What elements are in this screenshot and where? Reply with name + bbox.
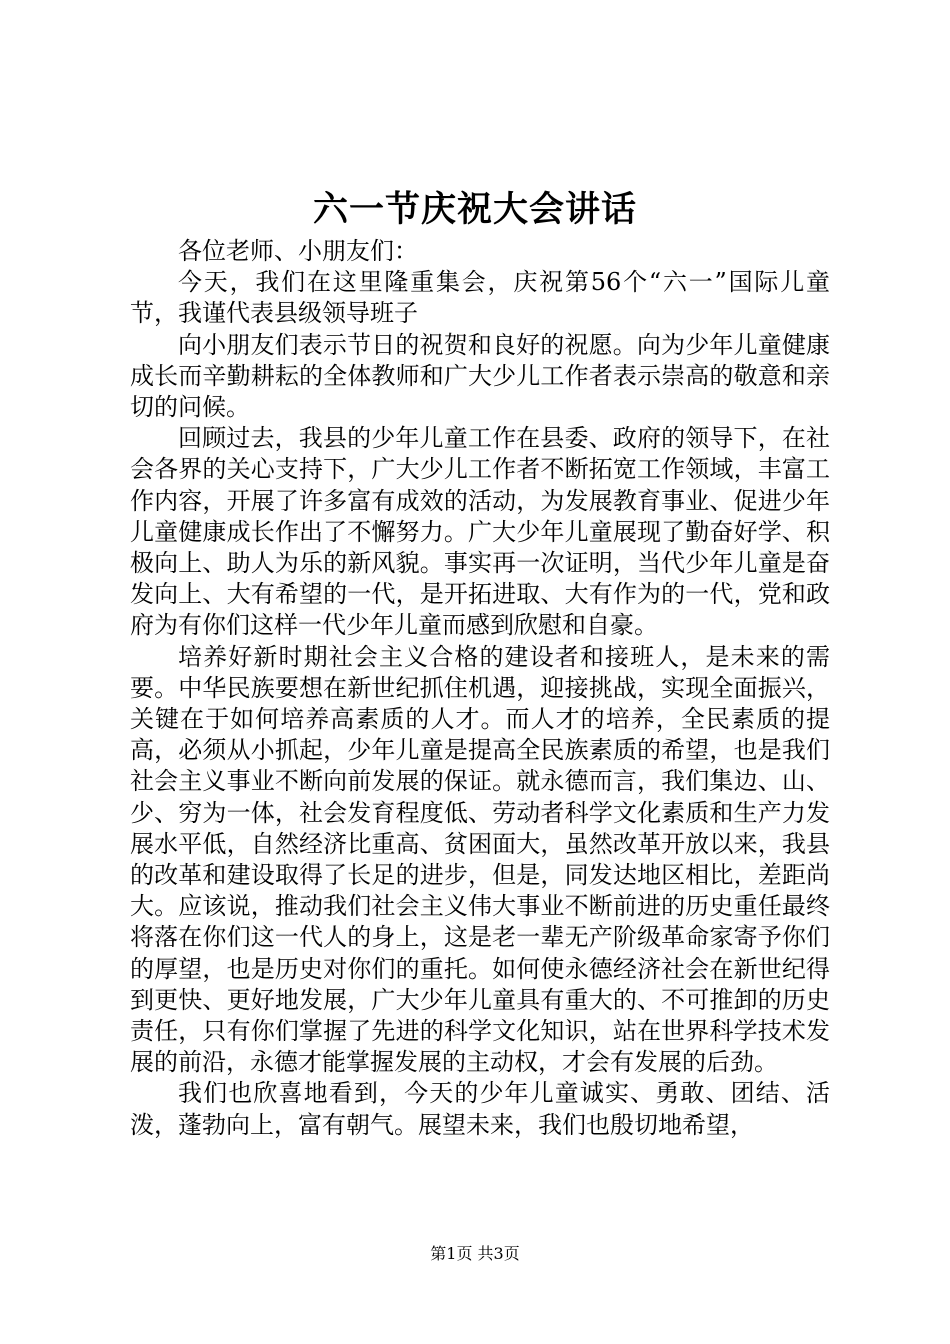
paragraph-review: 回顾过去，我县的少年儿童工作在县委、政府的领导下，在社会各界的关心支持下，广大少儿工作者不断拓宽工作领域，丰富工作内容，开展了许多富有成效的活动，为发展教育事业、促进少年儿童健康成长作出了不懈努力。广大少年儿童展现了勤奋好学、积极向上、助人为乐的新风貌。事实再一次证明，当代少年儿童是奋发向上、大有希望的一代，是开拓进取、大有作为的一代，党和政府为有你们这样一代少年儿童而感到欣慰和自豪。 xyxy=(130,424,830,640)
document-title: 六一节庆祝大会讲话 xyxy=(312,189,637,230)
paragraph-hopes: 我们也欣喜地看到，今天的少年儿童诚实、勇敢、团结、活泼，蓬勃向上，富有朝气。展望未来，我们也殷切地希望， xyxy=(130,1079,830,1139)
page-footer: 第1页 共3页 xyxy=(430,1244,520,1263)
document-body xyxy=(130,236,830,1141)
paragraph-salutation: 各位老师、小朋友们： xyxy=(178,237,418,265)
paragraph-opening: 今天，我们在这里隆重集会，庆祝第56个“六一”国际儿童节，我谨代表县级领导班子 xyxy=(130,268,830,328)
paragraph-greetings: 向小朋友们表示节日的祝贺和良好的祝愿。向为少年儿童健康成长而辛勤耕耘的全体教师和广大少儿工作者表示崇高的敬意和亲切的问候。 xyxy=(130,330,830,422)
paragraph-cultivation: 培养好新时期社会主义合格的建设者和接班人，是未来的需要。中华民族要想在新世纪抓住机遇，迎接挑战，实现全面振兴，关键在于如何培养高素质的人才。而人才的培养，全民素质的提高，必须从小抓起，少年儿童是提高全民族素质的希望，也是我们社会主义事业不断向前发展的保证。就永德而言，我们集边、山、少、穷为一体，社会发育程度低、劳动者科学文化素质和生产力发展水平低，自然经济比重高、贫困面大，虽然改革开放以来，我县的改革和建设取得了长足的进步，但是，同发达地区相比，差距尚大。应该说，推动我们社会主义伟大事业不断前进的历史重任最终将落在你们这一代人的身上，这是老一辈无产阶级革命家寄予你们的厚望，也是历史对你们的重托。如何使永德经济社会在新世纪得到更快、更好地发展，广大少年儿童具有重大的、不可推卸的历史责任，只有你们掌握了先进的科学文化知识，站在世界科学技术发展的前沿，永德才能掌握发展的主动权，才会有发展的后劲。 xyxy=(130,642,830,1077)
